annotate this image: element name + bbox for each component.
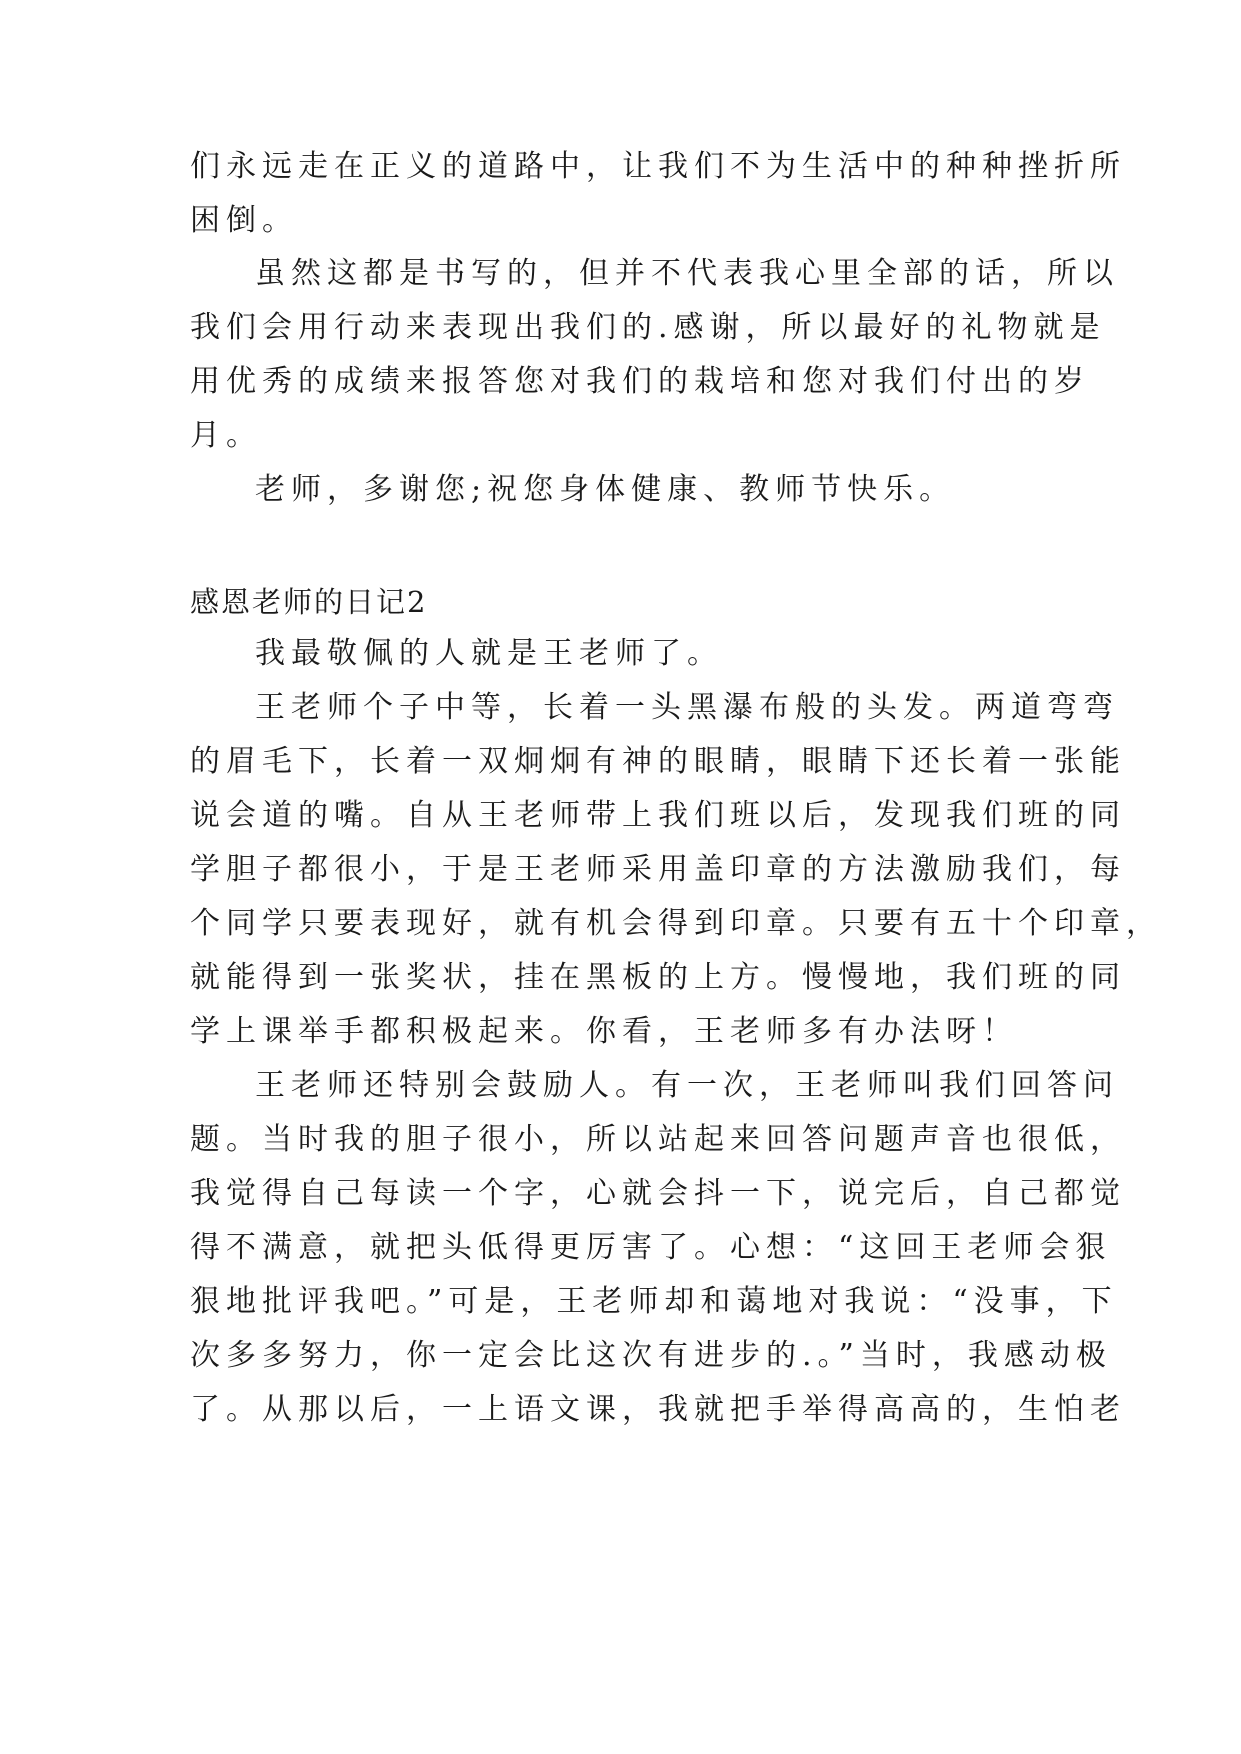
text-line: 困倒。 bbox=[190, 203, 298, 238]
text-line: 次多多努力，你一定会比这次有进步的.。”当时，我感动极 bbox=[190, 1338, 1112, 1373]
text-line: 了。从那以后，一上语文课，我就把手举得高高的，生怕老 bbox=[190, 1392, 1126, 1427]
text-line: 个同学只要表现好，就有机会得到印章。只要有五十个印章， bbox=[190, 906, 1162, 941]
text-line: 的眉毛下，长着一双炯炯有神的眼睛，眼睛下还长着一张能 bbox=[190, 744, 1126, 779]
text-line: 学胆子都很小，于是王老师采用盖印章的方法激励我们，每 bbox=[190, 852, 1126, 887]
text-line: 就能得到一张奖状，挂在黑板的上方。慢慢地，我们班的同 bbox=[190, 960, 1126, 995]
text-line: 月。 bbox=[190, 418, 262, 453]
text-line: 得不满意，就把头低得更厉害了。心想：“这回王老师会狠 bbox=[190, 1230, 1112, 1265]
paragraph-start: 老师，多谢您;祝您身体健康、教师节快乐。 bbox=[255, 472, 956, 507]
text-line: 们永远走在正义的道路中，让我们不为生活中的种种挫折所 bbox=[190, 149, 1126, 184]
paragraph-start: 王老师个子中等，长着一头黑瀑布般的头发。两道弯弯 bbox=[255, 690, 1119, 725]
text-line: 学上课举手都积极起来。你看，王老师多有办法呀！ bbox=[190, 1014, 1018, 1049]
text-line: 用优秀的成绩来报答您对我们的栽培和您对我们付出的岁 bbox=[190, 364, 1090, 399]
text-line: 我觉得自己每读一个字，心就会抖一下，说完后，自己都觉 bbox=[190, 1176, 1126, 1211]
text-line: 狠地批评我吧。”可是，王老师却和蔼地对我说：“没事，下 bbox=[190, 1284, 1118, 1319]
text-line: 题。当时我的胆子很小，所以站起来回答问题声音也很低， bbox=[190, 1122, 1126, 1157]
paragraph-start: 虽然这都是书写的，但并不代表我心里全部的话，所以 bbox=[255, 256, 1119, 291]
paragraph-start: 王老师还特别会鼓励人。有一次，王老师叫我们回答问 bbox=[255, 1068, 1119, 1103]
section-heading: 感恩老师的日记2 bbox=[190, 585, 428, 619]
paragraph-start: 我最敬佩的人就是王老师了。 bbox=[255, 636, 723, 671]
text-line: 说会道的嘴。自从王老师带上我们班以后，发现我们班的同 bbox=[190, 798, 1126, 833]
text-line: 我们会用行动来表现出我们的.感谢，所以最好的礼物就是 bbox=[190, 310, 1106, 345]
